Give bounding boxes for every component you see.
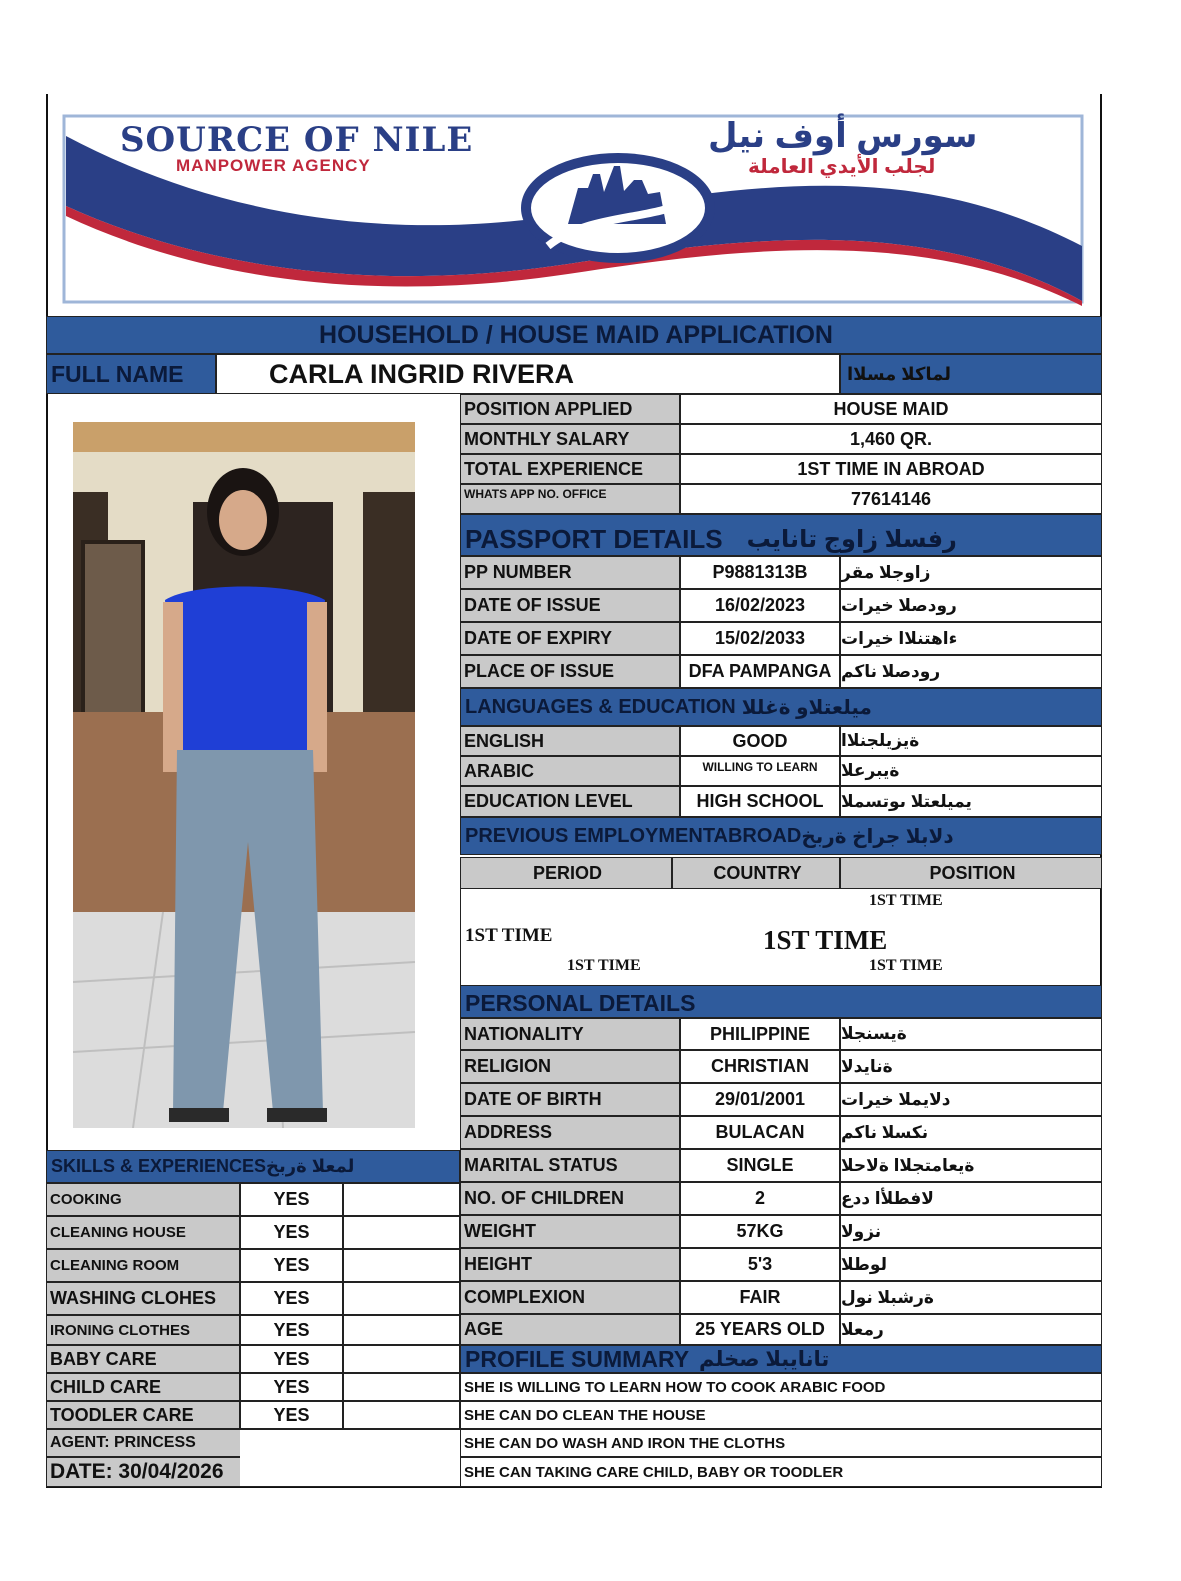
place-of-issue-arabic-text: رودصلا ناكم bbox=[841, 661, 941, 681]
skill-cleaning-room-value bbox=[240, 1249, 343, 1282]
employment-period: 1ST TIME bbox=[465, 925, 553, 946]
skill-toodler-care-value-text: YES bbox=[273, 1404, 310, 1425]
personal-date-of-birth-label-text: DATE OF BIRTH bbox=[464, 1089, 602, 1109]
total-experience-value bbox=[680, 454, 1102, 484]
personal-religion-value-text: CHRISTIAN bbox=[711, 1056, 809, 1076]
skill-cleaning-house-blank bbox=[343, 1216, 460, 1249]
skills-section-header bbox=[46, 1150, 460, 1183]
skill-child-care-label bbox=[46, 1373, 240, 1401]
date-of-issue-label bbox=[460, 589, 680, 622]
languages-title-arabic: ميلعتلاو ةغللا bbox=[741, 696, 872, 719]
skill-cleaning-room-blank bbox=[343, 1249, 460, 1282]
personal-nationality-value bbox=[680, 1018, 840, 1050]
personal-religion-arabic bbox=[840, 1050, 1102, 1083]
skill-cooking-value bbox=[240, 1183, 343, 1216]
date-field bbox=[46, 1457, 240, 1487]
pp-number-arabic bbox=[840, 556, 1102, 589]
profile-line bbox=[460, 1401, 1102, 1429]
personal-address-label bbox=[460, 1116, 680, 1149]
personal-nationality-arabic bbox=[840, 1018, 1102, 1050]
english-label-text: ENGLISH bbox=[464, 730, 545, 751]
place-of-issue-value-text: DFA PAMPANGA bbox=[688, 661, 832, 681]
personal-date-of-birth-arabic-text: دلايملا خيرات bbox=[841, 1089, 951, 1109]
skill-cleaning-room-value-text: YES bbox=[273, 1255, 310, 1275]
skill-ironing-clothes-label bbox=[46, 1315, 240, 1345]
brand-english-subtitle: MANPOWER AGENCY bbox=[176, 156, 371, 175]
personal-nationality-label bbox=[460, 1018, 680, 1050]
whatsapp-label-text: WHATS APP NO. OFFICE bbox=[464, 487, 607, 501]
brand-arabic: سورس أوف نيل bbox=[708, 117, 978, 155]
personal-nationality-label-text: NATIONALITY bbox=[464, 1023, 584, 1044]
date-of-expiry-arabic-text: ءاهتنلاا خيرات bbox=[841, 628, 958, 648]
personal-weight-label bbox=[460, 1215, 680, 1248]
employment-col-period bbox=[460, 857, 672, 889]
employment-section-header bbox=[460, 817, 1102, 855]
skills-title: SKILLS & EXPERIENCES bbox=[51, 1156, 267, 1176]
passport-title-arabic: رفسلا زاوج تانايب bbox=[746, 525, 957, 553]
personal-age-label-text: AGE bbox=[464, 1319, 504, 1339]
education-level-value-text: HIGH SCHOOL bbox=[696, 791, 824, 811]
date-of-issue-label-text: DATE OF ISSUE bbox=[464, 595, 601, 615]
personal-no-of-children-label bbox=[460, 1182, 680, 1215]
country-header-text: COUNTRY bbox=[713, 862, 802, 883]
skills-title-arabic: لمعلا ةربخ bbox=[266, 1156, 355, 1176]
skill-child-care-label-text: CHILD CARE bbox=[50, 1376, 161, 1397]
skill-baby-care-label bbox=[46, 1345, 240, 1373]
arabic-value-text: WILLING TO LEARN bbox=[702, 760, 818, 774]
education-level-label-text: EDUCATION LEVEL bbox=[464, 791, 633, 811]
full-name-label-text: FULL NAME bbox=[51, 360, 184, 387]
employment-col-country bbox=[672, 857, 840, 889]
personal-nationality-value-text: PHILIPPINE bbox=[709, 1023, 811, 1044]
whatsapp-label bbox=[460, 484, 680, 514]
employment-position-low: 1ST TIME bbox=[869, 957, 943, 974]
personal-no-of-children-value-text: 2 bbox=[754, 1188, 765, 1208]
applicant-photo-illustration bbox=[73, 422, 415, 1128]
employment-title: PREVIOUS EMPLOYMENTABROAD bbox=[465, 824, 802, 847]
skill-washing-clohes-blank bbox=[343, 1282, 460, 1315]
skill-toodler-care-value bbox=[240, 1401, 343, 1429]
personal-religion-label bbox=[460, 1050, 680, 1083]
personal-marital-status-arabic bbox=[840, 1149, 1102, 1182]
skill-ironing-clothes-value-text: YES bbox=[273, 1319, 310, 1340]
date-of-issue-arabic bbox=[840, 589, 1102, 622]
skill-ironing-clothes-value bbox=[240, 1315, 343, 1345]
date-of-expiry-value bbox=[680, 622, 840, 655]
arabic-label bbox=[460, 756, 680, 786]
personal-address-arabic-text: نكسلا ناكم bbox=[841, 1122, 929, 1142]
profile-line bbox=[460, 1429, 1102, 1457]
personal-marital-status-value bbox=[680, 1149, 840, 1182]
skill-cleaning-house-label bbox=[46, 1216, 240, 1249]
date-of-issue-value bbox=[680, 589, 840, 622]
personal-address-label-text: ADDRESS bbox=[464, 1122, 553, 1142]
personal-weight-value-text: 57KG bbox=[736, 1221, 784, 1241]
place-of-issue-value bbox=[680, 655, 840, 688]
arabic-value bbox=[680, 756, 840, 786]
pp-number-label-text: PP NUMBER bbox=[464, 562, 572, 582]
personal-no-of-children-value bbox=[680, 1182, 840, 1215]
total-experience-label-text: TOTAL EXPERIENCE bbox=[464, 458, 644, 479]
profile-line bbox=[460, 1373, 1102, 1401]
personal-date-of-birth-value bbox=[680, 1083, 840, 1116]
skill-toodler-care-label bbox=[46, 1401, 240, 1429]
personal-no-of-children-arabic bbox=[840, 1182, 1102, 1215]
total-experience-label bbox=[460, 454, 680, 484]
passport-section-header bbox=[460, 514, 1102, 556]
personal-no-of-children-arabic-text: لافطلأا ددع bbox=[841, 1188, 934, 1208]
skill-cleaning-house-value-text: YES bbox=[273, 1222, 310, 1242]
whatsapp-value bbox=[680, 484, 1102, 514]
education-level-label bbox=[460, 786, 680, 817]
personal-marital-status-label-text: MARITAL STATUS bbox=[464, 1155, 618, 1175]
skill-cooking-value-text: YES bbox=[273, 1189, 310, 1209]
position-applied-value bbox=[680, 394, 1102, 424]
profile-title-arabic: تانايبلا صخلم bbox=[699, 1347, 830, 1371]
date-of-expiry-arabic bbox=[840, 622, 1102, 655]
profile-line-text: SHE IS WILLING TO LEARN HOW TO COOK ARABIC FOOD bbox=[464, 1378, 886, 1396]
full-name-label bbox=[46, 354, 216, 394]
personal-height-value-text: 5'3 bbox=[747, 1254, 773, 1274]
personal-complexion-arabic bbox=[840, 1281, 1102, 1314]
skill-cleaning-room-label-text: CLEANING ROOM bbox=[50, 1257, 180, 1274]
arabic-label-text: ARABIC bbox=[464, 760, 534, 781]
skill-cleaning-room-label bbox=[46, 1249, 240, 1282]
date-of-expiry-label bbox=[460, 622, 680, 655]
full-name-value bbox=[216, 354, 840, 394]
personal-height-arabic bbox=[840, 1248, 1102, 1281]
date-of-issue-value-text: 16/02/2023 bbox=[714, 595, 806, 615]
personal-complexion-value-text: FAIR bbox=[739, 1287, 781, 1307]
personal-age-label bbox=[460, 1314, 680, 1345]
skill-ironing-clothes-blank bbox=[343, 1315, 460, 1345]
brand-arabic-subtitle: لجلب الأيدي العاملة bbox=[748, 156, 936, 178]
form-title-text: HOUSEHOLD / HOUSE MAID APPLICATION bbox=[319, 320, 833, 349]
full-name-value-text: CARLA INGRID RIVERA bbox=[269, 358, 575, 389]
agent-field bbox=[46, 1429, 240, 1457]
languages-section-header bbox=[460, 688, 1102, 726]
personal-weight-label-text: WEIGHT bbox=[464, 1221, 536, 1241]
personal-marital-status-value-text: SINGLE bbox=[726, 1155, 794, 1175]
skill-baby-care-value-text: YES bbox=[273, 1348, 310, 1369]
profile-section-header bbox=[460, 1345, 1102, 1373]
english-arabic-text: ةيزيلجنلاا bbox=[841, 731, 920, 750]
skill-cleaning-house-label-text: CLEANING HOUSE bbox=[50, 1224, 186, 1241]
personal-no-of-children-label-text: NO. OF CHILDREN bbox=[464, 1188, 624, 1208]
profile-title: PROFILE SUMMARY bbox=[465, 1345, 690, 1372]
personal-address-arabic bbox=[840, 1116, 1102, 1149]
skill-child-care-blank bbox=[343, 1373, 460, 1401]
skill-baby-care-label-text: BABY CARE bbox=[50, 1348, 157, 1369]
place-of-issue-label bbox=[460, 655, 680, 688]
employment-period-low: 1ST TIME bbox=[567, 957, 641, 974]
personal-date-of-birth-arabic bbox=[840, 1083, 1102, 1116]
skill-washing-clohes-label bbox=[46, 1282, 240, 1315]
personal-complexion-arabic-text: ةرشبلا نول bbox=[841, 1287, 934, 1307]
position-header-text: POSITION bbox=[929, 862, 1016, 883]
personal-height-label-text: HEIGHT bbox=[464, 1254, 533, 1274]
employment-title-arabic: دلابلا جراخ ةربخ bbox=[801, 825, 954, 848]
skill-baby-care-value bbox=[240, 1345, 343, 1373]
skill-washing-clohes-value-text: YES bbox=[273, 1288, 310, 1308]
personal-age-value bbox=[680, 1314, 840, 1345]
position-applied-value-text: HOUSE MAID bbox=[833, 398, 949, 419]
personal-height-label bbox=[460, 1248, 680, 1281]
applicant-photo bbox=[73, 422, 415, 1128]
place-of-issue-arabic bbox=[840, 655, 1102, 688]
skill-ironing-clothes-label-text: IRONING CLOTHES bbox=[50, 1321, 191, 1339]
personal-marital-status-label bbox=[460, 1149, 680, 1182]
position-applied-label-text: POSITION APPLIED bbox=[464, 398, 633, 419]
education-level-value bbox=[680, 786, 840, 817]
period-header-text: PERIOD bbox=[532, 862, 602, 883]
english-value-text: GOOD bbox=[732, 730, 788, 751]
employment-country: 1ST TIME bbox=[763, 925, 888, 955]
personal-section-header bbox=[460, 985, 1102, 1018]
date-text: DATE: 30/04/2026 bbox=[50, 1460, 224, 1483]
arabic-arabic-text: ةيبرعلا bbox=[841, 761, 900, 780]
skill-cooking-label bbox=[46, 1183, 240, 1216]
pp-number-label bbox=[460, 556, 680, 589]
personal-weight-arabic-text: نزولا bbox=[841, 1221, 882, 1241]
education-level-arabic-text: يميلعتلا ىوتسملا bbox=[841, 791, 972, 811]
date-of-expiry-value-text: 15/02/2033 bbox=[714, 628, 806, 648]
monthly-salary-value bbox=[680, 424, 1102, 454]
personal-religion-value bbox=[680, 1050, 840, 1083]
english-label bbox=[460, 726, 680, 756]
total-experience-value-text: 1ST TIME IN ABROAD bbox=[797, 458, 985, 479]
pp-number-arabic-text: زاوجلا مقر bbox=[841, 562, 931, 582]
skill-toodler-care-label-text: TOODLER CARE bbox=[50, 1404, 194, 1425]
profile-line-text: SHE CAN DO WASH AND IRON THE CLOTHS bbox=[464, 1434, 786, 1452]
full-name-arabic-text: لماكلا مسلاا bbox=[847, 363, 952, 384]
english-arabic bbox=[840, 726, 1102, 756]
skill-toodler-care-blank bbox=[343, 1401, 460, 1429]
personal-age-arabic bbox=[840, 1314, 1102, 1345]
full-name-arabic-label bbox=[840, 354, 1102, 394]
whatsapp-value-text: 77614146 bbox=[850, 488, 932, 509]
personal-complexion-label-text: COMPLEXION bbox=[464, 1287, 586, 1307]
brand-english: SOURCE OF NILE bbox=[120, 120, 474, 160]
place-of-issue-label-text: PLACE OF ISSUE bbox=[464, 661, 615, 681]
employment-position-top: 1ST TIME bbox=[869, 892, 943, 909]
agent-text: AGENT: PRINCESS bbox=[50, 1434, 196, 1451]
personal-marital-status-arabic-text: ةيعامتجلاا ةلاحلا bbox=[841, 1155, 975, 1175]
skill-cleaning-house-value bbox=[240, 1216, 343, 1249]
skill-cooking-blank bbox=[343, 1183, 460, 1216]
date-of-issue-arabic-text: رودصلا خيرات bbox=[841, 595, 957, 615]
skill-washing-clohes-value bbox=[240, 1282, 343, 1315]
monthly-salary-label-text: MONTHLY SALARY bbox=[464, 428, 630, 449]
pp-number-value bbox=[680, 556, 840, 589]
pp-number-value-text: P9881313B bbox=[712, 562, 808, 582]
personal-address-value-text: BULACAN bbox=[715, 1122, 805, 1142]
form-title bbox=[46, 316, 1102, 354]
arabic-arabic bbox=[840, 756, 1102, 786]
profile-line bbox=[460, 1457, 1102, 1487]
employment-entries bbox=[460, 889, 1102, 985]
skill-baby-care-blank bbox=[343, 1345, 460, 1373]
personal-religion-arabic-text: ةنايدلا bbox=[841, 1056, 893, 1076]
monthly-salary-label bbox=[460, 424, 680, 454]
profile-line-text: SHE CAN TAKING CARE CHILD, BABY OR TOODLER bbox=[464, 1463, 844, 1481]
date-of-expiry-label-text: DATE OF EXPIRY bbox=[464, 628, 613, 648]
passport-title: PASSPORT DETAILS bbox=[465, 523, 723, 554]
personal-age-arabic-text: رمعلا bbox=[841, 1319, 884, 1339]
skill-cooking-label-text: COOKING bbox=[50, 1191, 122, 1208]
personal-weight-value bbox=[680, 1215, 840, 1248]
personal-age-value-text: 25 YEARS OLD bbox=[695, 1319, 825, 1339]
personal-date-of-birth-value-text: 29/01/2001 bbox=[714, 1089, 806, 1109]
employment-col-position bbox=[840, 857, 1102, 889]
personal-complexion-value bbox=[680, 1281, 840, 1314]
position-applied-label bbox=[460, 394, 680, 424]
personal-complexion-label bbox=[460, 1281, 680, 1314]
skill-child-care-value-text: YES bbox=[273, 1376, 310, 1397]
personal-title: PERSONAL DETAILS bbox=[465, 990, 696, 1016]
personal-weight-arabic bbox=[840, 1215, 1102, 1248]
personal-height-value bbox=[680, 1248, 840, 1281]
skill-washing-clohes-label-text: WASHING CLOHES bbox=[50, 1288, 217, 1308]
personal-date-of-birth-label bbox=[460, 1083, 680, 1116]
monthly-salary-value-text: 1,460 QR. bbox=[849, 428, 933, 449]
personal-height-arabic-text: لوطلا bbox=[841, 1254, 887, 1274]
profile-line-text: SHE CAN DO CLEAN THE HOUSE bbox=[464, 1406, 706, 1424]
personal-nationality-arabic-text: ةيسنجلا bbox=[841, 1024, 907, 1043]
skill-child-care-value bbox=[240, 1373, 343, 1401]
english-value bbox=[680, 726, 840, 756]
personal-religion-label-text: RELIGION bbox=[464, 1056, 552, 1076]
agency-header bbox=[48, 96, 1100, 316]
languages-title: LANGUAGES & EDUCATION bbox=[465, 695, 736, 718]
footer-blank bbox=[240, 1429, 460, 1487]
education-level-arabic bbox=[840, 786, 1102, 817]
personal-address-value bbox=[680, 1116, 840, 1149]
